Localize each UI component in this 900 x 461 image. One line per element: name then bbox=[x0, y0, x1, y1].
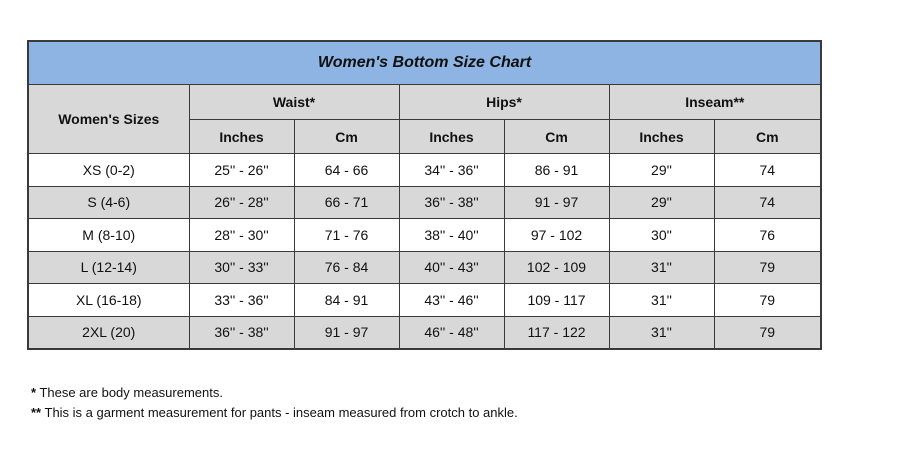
table-row bbox=[28, 316, 821, 349]
table-cell: 43'' - 46'' bbox=[399, 284, 504, 317]
inseam-group-header: Inseam** bbox=[609, 85, 821, 120]
footnote-marker: * bbox=[31, 385, 37, 400]
unit-header: Inches bbox=[609, 120, 714, 154]
size-cell: S (4-6) bbox=[28, 186, 189, 219]
size-cell: XS (0-2) bbox=[28, 154, 189, 187]
unit-header: Cm bbox=[504, 120, 609, 154]
table-cell: 86 - 91 bbox=[504, 154, 609, 187]
table-cell: 30'' - 33'' bbox=[189, 251, 294, 284]
waist-group-header: Waist* bbox=[189, 85, 399, 120]
table-cell: 79 bbox=[714, 284, 821, 317]
table-cell: 76 - 84 bbox=[294, 251, 399, 284]
table-cell: 64 - 66 bbox=[294, 154, 399, 187]
table-cell: 36'' - 38'' bbox=[399, 186, 504, 219]
size-chart-table bbox=[27, 40, 822, 350]
table-cell: 74 bbox=[714, 186, 821, 219]
table-cell: 66 - 71 bbox=[294, 186, 399, 219]
size-cell: 2XL (20) bbox=[28, 316, 189, 349]
table-cell: 79 bbox=[714, 251, 821, 284]
table-cell: 76 bbox=[714, 219, 821, 252]
table-cell: 31'' bbox=[609, 284, 714, 317]
table-cell: 46'' - 48'' bbox=[399, 316, 504, 349]
footnote-text: This is a garment measurement for pants - inseam measured from crotch to ankle. bbox=[41, 405, 518, 420]
chart-title: Women's Bottom Size Chart bbox=[28, 41, 821, 85]
table-cell: 71 - 76 bbox=[294, 219, 399, 252]
table-cell: 25'' - 26'' bbox=[189, 154, 294, 187]
table-cell: 34'' - 36'' bbox=[399, 154, 504, 187]
hips-group-header: Hips* bbox=[399, 85, 609, 120]
table-row bbox=[28, 219, 821, 252]
table-cell: 29'' bbox=[609, 186, 714, 219]
table-cell: 30'' bbox=[609, 219, 714, 252]
unit-header: Inches bbox=[399, 120, 504, 154]
unit-header: Inches bbox=[189, 120, 294, 154]
table-cell: 74 bbox=[714, 154, 821, 187]
footnote-garment-measurement bbox=[31, 403, 518, 423]
table-row bbox=[28, 186, 821, 219]
unit-header: Cm bbox=[294, 120, 399, 154]
footnote-marker: ** bbox=[31, 405, 42, 420]
table-cell: 102 - 109 bbox=[504, 251, 609, 284]
table-cell: 109 - 117 bbox=[504, 284, 609, 317]
table-cell: 40'' - 43'' bbox=[399, 251, 504, 284]
table-cell: 91 - 97 bbox=[504, 186, 609, 219]
table-row bbox=[28, 154, 821, 187]
table-cell: 31'' bbox=[609, 251, 714, 284]
table-cell: 79 bbox=[714, 316, 821, 349]
size-cell: XL (16-18) bbox=[28, 284, 189, 317]
size-cell: L (12-14) bbox=[28, 251, 189, 284]
footnotes bbox=[31, 383, 518, 423]
table-cell: 33'' - 36'' bbox=[189, 284, 294, 317]
table-cell: 28'' - 30'' bbox=[189, 219, 294, 252]
table-cell: 36'' - 38'' bbox=[189, 316, 294, 349]
table-cell: 31'' bbox=[609, 316, 714, 349]
footnote-text: These are body measurements. bbox=[36, 385, 223, 400]
table-cell: 38'' - 40'' bbox=[399, 219, 504, 252]
table-cell: 117 - 122 bbox=[504, 316, 609, 349]
table-cell: 29'' bbox=[609, 154, 714, 187]
table-row bbox=[28, 251, 821, 284]
size-cell: M (8-10) bbox=[28, 219, 189, 252]
table-cell: 97 - 102 bbox=[504, 219, 609, 252]
table-cell: 84 - 91 bbox=[294, 284, 399, 317]
table-cell: 91 - 97 bbox=[294, 316, 399, 349]
table-row bbox=[28, 284, 821, 317]
footnote-body-measurements bbox=[31, 383, 518, 403]
unit-header: Cm bbox=[714, 120, 821, 154]
table-cell: 26'' - 28'' bbox=[189, 186, 294, 219]
sizes-column-header: Women's Sizes bbox=[28, 85, 189, 154]
